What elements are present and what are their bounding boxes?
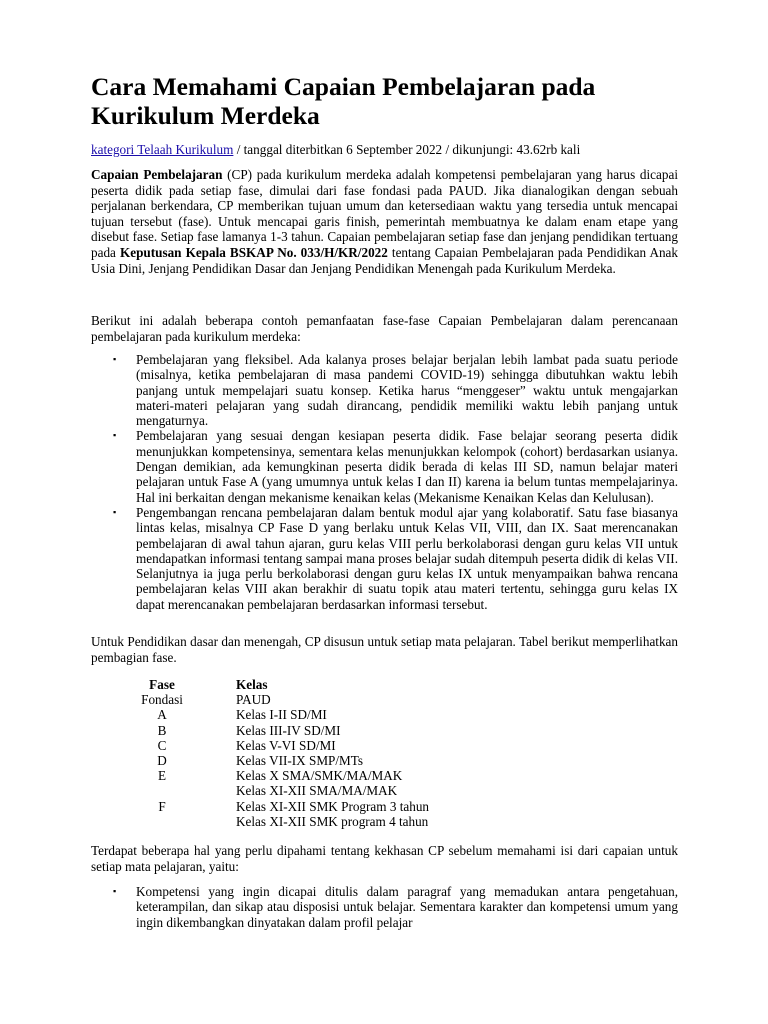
list-item	[91, 428, 678, 504]
intro-text-2: tentang Capaian Pembelajaran pada Pendidikan Anak Usia Dini, Jenjang Pendidikan Dasar dan Jenjang Pendidikan Menengah pada Kurikulum Merdeka.	[91, 244, 679, 276]
table-row	[130, 738, 429, 753]
bullet-icon: ▪	[113, 886, 117, 896]
kelas-cell: Kelas VII-IX SMP/MTs	[236, 753, 364, 769]
kelas-line: Kelas XI-XII SMK program 4 tahun	[236, 813, 429, 829]
kelas-line: Kelas XI-XII SMK Program 3 tahun	[236, 798, 430, 814]
examples-list	[91, 352, 678, 612]
fase-cell: B	[157, 722, 167, 738]
bullet-icon: ▪	[113, 430, 117, 441]
table-row	[130, 692, 429, 707]
fase-cell: Fondasi	[141, 692, 183, 708]
fase-cell: E	[157, 768, 167, 784]
table-row	[130, 768, 429, 783]
bullet-icon: ▪	[113, 354, 117, 364]
table-row	[130, 723, 429, 738]
list-item	[91, 352, 678, 428]
kelas-cell	[194, 783, 429, 829]
kelas-cell: Kelas X SMA/SMK/MA/MAK	[236, 768, 403, 784]
specifics-intro: Terdapat beberapa hal yang perlu dipahami tentang kekhasan CP sebelum memahami isi dari capaian untuk setiap mata pelajaran, yaitu:	[91, 843, 678, 874]
table-header-row	[130, 677, 429, 692]
fase-cell: F	[158, 798, 166, 814]
article-title: Cara Memahami Capaian Pembelajaran pada Kurikulum Merdeka	[91, 72, 596, 130]
header-fase: Fase	[149, 677, 175, 692]
specifics-list	[91, 884, 678, 930]
list-item	[91, 505, 678, 612]
header-kelas: Kelas	[236, 677, 268, 692]
publish-info: / tanggal diterbitkan 6 September 2022 / dikunjungi: 43.62rb kali	[233, 142, 581, 157]
examples-intro: Berikut ini adalah beberapa contoh pemanfaatan fase-fase Capaian Pembelajaran dalam perencanaan pembelajaran pada kurikulum merdeka:	[91, 313, 678, 344]
fase-cell: D	[157, 753, 167, 769]
list-item-text: Pembelajaran yang fleksibel. Ada kalanya proses belajar berjalan lebih lambat pada suatu periode (misalnya, ketika pembelajaran di masa pandemi COVID-19) sehingga dibutuhkan waktu lebih panjang untuk mempelajari suatu konsep. Ketika harus “menggeser” waktu untuk mengajarkan materi-materi pelajaran yang sudah dirancang, pendidik memiliki waktu lebih panjang untuk mengaturnya.	[136, 352, 678, 429]
fase-cell: A	[157, 707, 167, 723]
category-link[interactable]: kategori Telaah Kurikulum	[91, 142, 234, 157]
fase-cell: C	[157, 737, 167, 753]
table-row	[130, 753, 429, 768]
decree-reference: Keputusan Kepala BSKAP No. 033/H/KR/2022	[119, 244, 388, 260]
article-meta	[91, 142, 580, 158]
intro-text-1: (CP) pada kurikulum merdeka adalah kompetensi pembelajaran yang harus dicapai peserta didik pada setiap fase, dimulai dari fase fondasi pada PAUD. Jika dianalogikan dengan sebuah perjalanan berkendara, CP memberikan tujuan umum dan ketersediaan waktu yang tersedia untuk mencapai tujuan tersebut (fase). Untuk mencapai garis finish, pemerintah membuatnya ke dalam enam etape yang disebut fase. Setiap fase lamanya 1-3 tahun. Capaian pembelajaran setiap fase dan jenjang pendidikan tertuang pada	[91, 167, 678, 260]
phase-table	[130, 677, 429, 829]
table-row	[130, 783, 429, 829]
list-item-text: Kompetensi yang ingin dicapai ditulis dalam paragraf yang memadukan antara pengetahuan, keterampilan, dan sikap atau disposisi untuk belajar. Sementara karakter dan kompetensi umum yang ingin dikembangkan dinyatakan dalam profil pelajar	[136, 884, 678, 930]
kelas-cell: Kelas III-IV SD/MI	[236, 722, 341, 738]
table-intro: Untuk Pendidikan dasar dan menengah, CP disusun untuk setiap mata pelajaran. Tabel berikut memperlihatkan pembagian fase.	[91, 634, 678, 665]
list-item	[91, 884, 678, 930]
kelas-cell: Kelas V-VI SD/MI	[236, 737, 336, 753]
intro-paragraph	[91, 167, 678, 276]
list-item-text: Pengembangan rencana pembelajaran dalam bentuk modul ajar yang kolaboratif. Satu fase biasanya lintas kelas, misalnya CP Fase D yang berlaku untuk Kelas VII, VIII, dan IX. Saat merencanakan pembelajaran di awal tahun ajaran, guru kelas VIII perlu berkolaborasi dengan guru kelas VII untuk mendapatkan informasi tentang sampai mana proses belajar sudah ditempuh peserta didik di kelas VII. Selanjutnya ia juga perlu berkolaborasi dengan guru kelas IX untuk menyampaikan bahwa rencana pembelajaran kelas VIII akan berakhir di suatu topik atau materi tertentu, sehingga guru kelas IX dapat merencanakan pembelajaran berdasarkan informasi tersebut.	[136, 504, 678, 612]
kelas-line: Kelas XI-XII SMA/MA/MAK	[236, 783, 398, 799]
list-item-text: Pembelajaran yang sesuai dengan kesiapan peserta didik. Fase belajar seorang peserta didik menunjukkan kompetensinya, sementara kelas menunjukkan kelompok (cohort) berdasarkan usianya. Dengan demikian, ada kemungkinan peserta didik berada di kelas III SD, namun belajar materi pelajaran untuk Fase A (yang umumnya untuk kelas I dan II) karena ia belum tuntas mempelajarinya. Hal ini berkaitan dengan mekanisme kenaikan kelas (Mekanisme Kenaikan Kelas dan Kelulusan).	[136, 428, 678, 505]
intro-bold-term: Capaian Pembelajaran	[91, 167, 223, 182]
bullet-icon: ▪	[113, 506, 117, 517]
table-row	[130, 707, 429, 722]
kelas-cell: Kelas I-II SD/MI	[236, 707, 327, 723]
kelas-cell: PAUD	[236, 692, 271, 708]
